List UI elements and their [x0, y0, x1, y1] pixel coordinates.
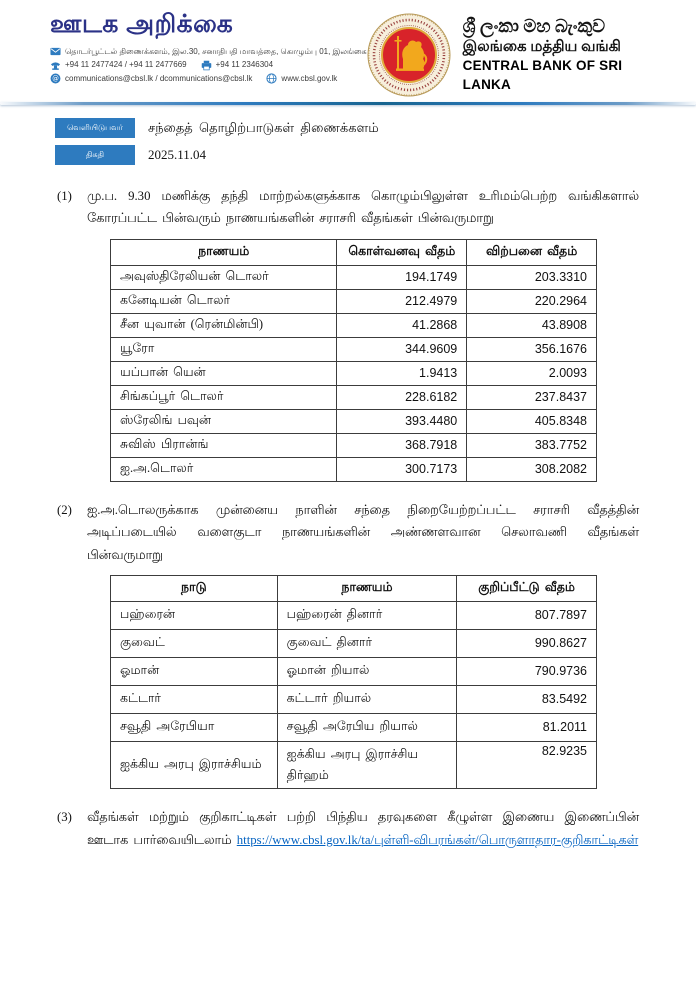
country-cell: குவைட்: [111, 629, 278, 657]
currency-cell: சுவிஸ் பிரான்ங்: [111, 433, 337, 457]
rate-cell: 790.9736: [457, 657, 597, 685]
globe-icon: [266, 73, 277, 84]
currency-cell: ஸ்ரேலிங் பவுன்: [111, 409, 337, 433]
masthead-left: [50, 11, 367, 85]
table-row: [111, 409, 597, 433]
currency-cell: ஐ.அ.டொலர்: [111, 457, 337, 481]
table-row: [111, 265, 597, 289]
currency-cell: ஓமான் றியால்: [277, 657, 457, 685]
currency-cell: குவைட் தினார்: [277, 629, 457, 657]
date-label-chip: திகதி: [55, 145, 135, 165]
paragraph-1-text: மு.ப. 9.30 மணிக்கு தந்தி மாற்றல்களுக்காக கொழும்பிலுள்ள உரிமம்பெற்ற வங்கிகளால் கோரப்பட்ட பின்வரும் நாணயங்களின் சராசரி வீதங்கள் பின்வருமாறு: [87, 189, 639, 226]
buying-cell: 228.6182: [337, 385, 467, 409]
table-row: [111, 685, 597, 713]
fax-printer-icon: [201, 60, 212, 71]
country-cell: பஹ்ரைன்: [111, 601, 278, 629]
selling-cell: 43.8908: [467, 313, 597, 337]
gulf-rates-table: [110, 575, 597, 790]
contact-phone-line: [50, 58, 367, 71]
col-selling-rate: விற்பனை வீதம்: [467, 239, 597, 265]
currency-cell: பஹ்ரைன் தினார்: [277, 601, 457, 629]
meta-block: [55, 118, 696, 165]
buying-cell: 300.7173: [337, 457, 467, 481]
paragraph-3-text: [87, 806, 639, 851]
table-row: [111, 433, 597, 457]
table-header-row: [111, 239, 597, 265]
table-row: [111, 457, 597, 481]
paragraph-3: [57, 806, 639, 851]
date-row: [55, 145, 696, 165]
selling-cell: 308.2082: [467, 457, 597, 481]
contact-address-line: [50, 45, 367, 58]
table-row: [111, 657, 597, 685]
selling-cell: 356.1676: [467, 337, 597, 361]
phone-icon: [50, 60, 61, 71]
contact-phones: +94 11 2477424 / +94 11 2477669: [65, 60, 187, 70]
country-cell: சவூதி அரேபியா: [111, 713, 278, 741]
buying-cell: 393.4480: [337, 409, 467, 433]
table-row: [111, 361, 597, 385]
press-release-title: ஊடக அறிக்கை: [50, 10, 234, 38]
currency-cell: யப்பான் யென்: [111, 361, 337, 385]
contact-block: [50, 45, 367, 85]
country-cell: ஐக்கிய அரபு இராச்சியம்: [111, 741, 278, 789]
rate-cell: 990.8627: [457, 629, 597, 657]
table-row: [111, 741, 597, 789]
table-row: [111, 713, 597, 741]
header-divider-rule: [0, 102, 696, 105]
table-row: [111, 385, 597, 409]
contact-website: www.cbsl.gov.lk: [281, 73, 338, 83]
buying-cell: 1.9413: [337, 361, 467, 385]
currency-cell: சிங்கப்பூர் டொலர்: [111, 385, 337, 409]
currency-cell: சவூதி அரேபிய றியால்: [277, 713, 457, 741]
contact-web-line: [50, 72, 367, 85]
date-value: 2025.11.04: [148, 147, 207, 162]
col-buying-rate: கொள்வனவு வீதம்: [337, 239, 467, 265]
selling-cell: 220.2964: [467, 289, 597, 313]
rate-cell: 82.9235: [457, 741, 597, 789]
buying-cell: 41.2868: [337, 313, 467, 337]
bank-name-tamil: இலங்கை மத்திய வங்கி: [462, 38, 621, 55]
paragraph-2: [57, 499, 639, 566]
masthead-right: [367, 13, 666, 97]
masthead: [0, 0, 696, 97]
paragraph-3-body: வீதங்கள் மற்றும் குறிகாட்டிகள் பற்றி பிந்திய தரவுகளை கீழுள்ள இணைய இணைப்பின் ஊடாக பார்வையிடலாம்: [87, 810, 639, 847]
selling-cell: 383.7752: [467, 433, 597, 457]
col-currency: நாணயம்: [111, 239, 337, 265]
contact-address: தொடர்பூட்டல் திணைக்களம், இல.30, சனாதிபதி மாவத்தை, கொழும்பு 01, இலங்கை: [65, 47, 367, 57]
paragraph-2-number: (2): [57, 502, 72, 517]
table-row: [111, 313, 597, 337]
table-header-row: [111, 575, 597, 601]
currency-cell: யூரோ: [111, 337, 337, 361]
paragraph-1-number: (1): [57, 189, 72, 203]
cbsl-lion-seal-icon: [367, 13, 451, 97]
contact-emails: communications@cbsl.lk / dcommunications@cbsl.lk: [65, 73, 253, 83]
selling-cell: 203.3310: [467, 265, 597, 289]
svg-text:@: @: [52, 74, 59, 83]
selling-cell: 237.8437: [467, 385, 597, 409]
bank-name-sinhala: ශ්‍රී ලංකා මහ බැංකුව: [462, 16, 606, 37]
issuer-row: [55, 118, 696, 138]
buying-cell: 368.7918: [337, 433, 467, 457]
paragraph-3-number: (3): [57, 810, 72, 825]
table-row: [111, 629, 597, 657]
contact-fax: +94 11 2346304: [215, 60, 274, 70]
buying-cell: 212.4979: [337, 289, 467, 313]
country-cell: ஓமான்: [111, 657, 278, 685]
bank-names: [463, 15, 666, 95]
col-country: நாடு: [111, 575, 278, 601]
tt-rates-table: [110, 239, 597, 482]
selling-cell: 405.8348: [467, 409, 597, 433]
currency-cell: ஐக்கிய அரபு இராச்சிய திர்ஹம்: [277, 741, 457, 789]
bank-name-english: CENTRAL BANK OF SRI LANKA: [462, 58, 623, 92]
table-row: [111, 337, 597, 361]
table-row: [111, 601, 597, 629]
rate-cell: 81.2011: [457, 713, 597, 741]
country-cell: கட்டார்: [111, 685, 278, 713]
currency-cell: கனேடியன் டொலர்: [111, 289, 337, 313]
issuer-value: சந்தைத் தொழிற்பாடுகள் திணைக்களம்: [148, 119, 379, 135]
issuer-label-chip: வெளியிடுபவர்: [55, 118, 135, 138]
paragraph-2-text: ஐ.அ.டொலருக்காக முன்னைய நாளின் சந்தை நிறையேற்றப்பட்ட சராசரி வீதத்தின் அடிப்படையில் வளைகுடா நாணயங்களின் அண்ணளவான செலாவணி வீதங்கள் பின்வருமாறு: [87, 502, 639, 562]
rate-cell: 83.5492: [457, 685, 597, 713]
buying-cell: 344.9609: [337, 337, 467, 361]
currency-cell: கட்டார் றியால்: [277, 685, 457, 713]
table-row: [111, 289, 597, 313]
currency-cell: சீன யுவான் (ரென்மின்பி): [111, 313, 337, 337]
buying-cell: 194.1749: [337, 265, 467, 289]
statistics-page-link[interactable]: https://www.cbsl.gov.lk/ta/புள்ளி-விபரங்கள்/பொருளாதார-குறிகாட்டிகள்: [236, 832, 639, 847]
currency-cell: அவுஸ்திரேலியன் டொலர்: [111, 265, 337, 289]
selling-cell: 2.0093: [467, 361, 597, 385]
envelope-icon: [50, 46, 61, 57]
paragraph-1: [57, 185, 639, 230]
email-icon: [50, 73, 61, 84]
col-indicative-rate: குறிப்பீட்டு வீதம்: [457, 575, 597, 601]
rate-cell: 807.7897: [457, 601, 597, 629]
col-currency: நாணயம்: [277, 575, 457, 601]
